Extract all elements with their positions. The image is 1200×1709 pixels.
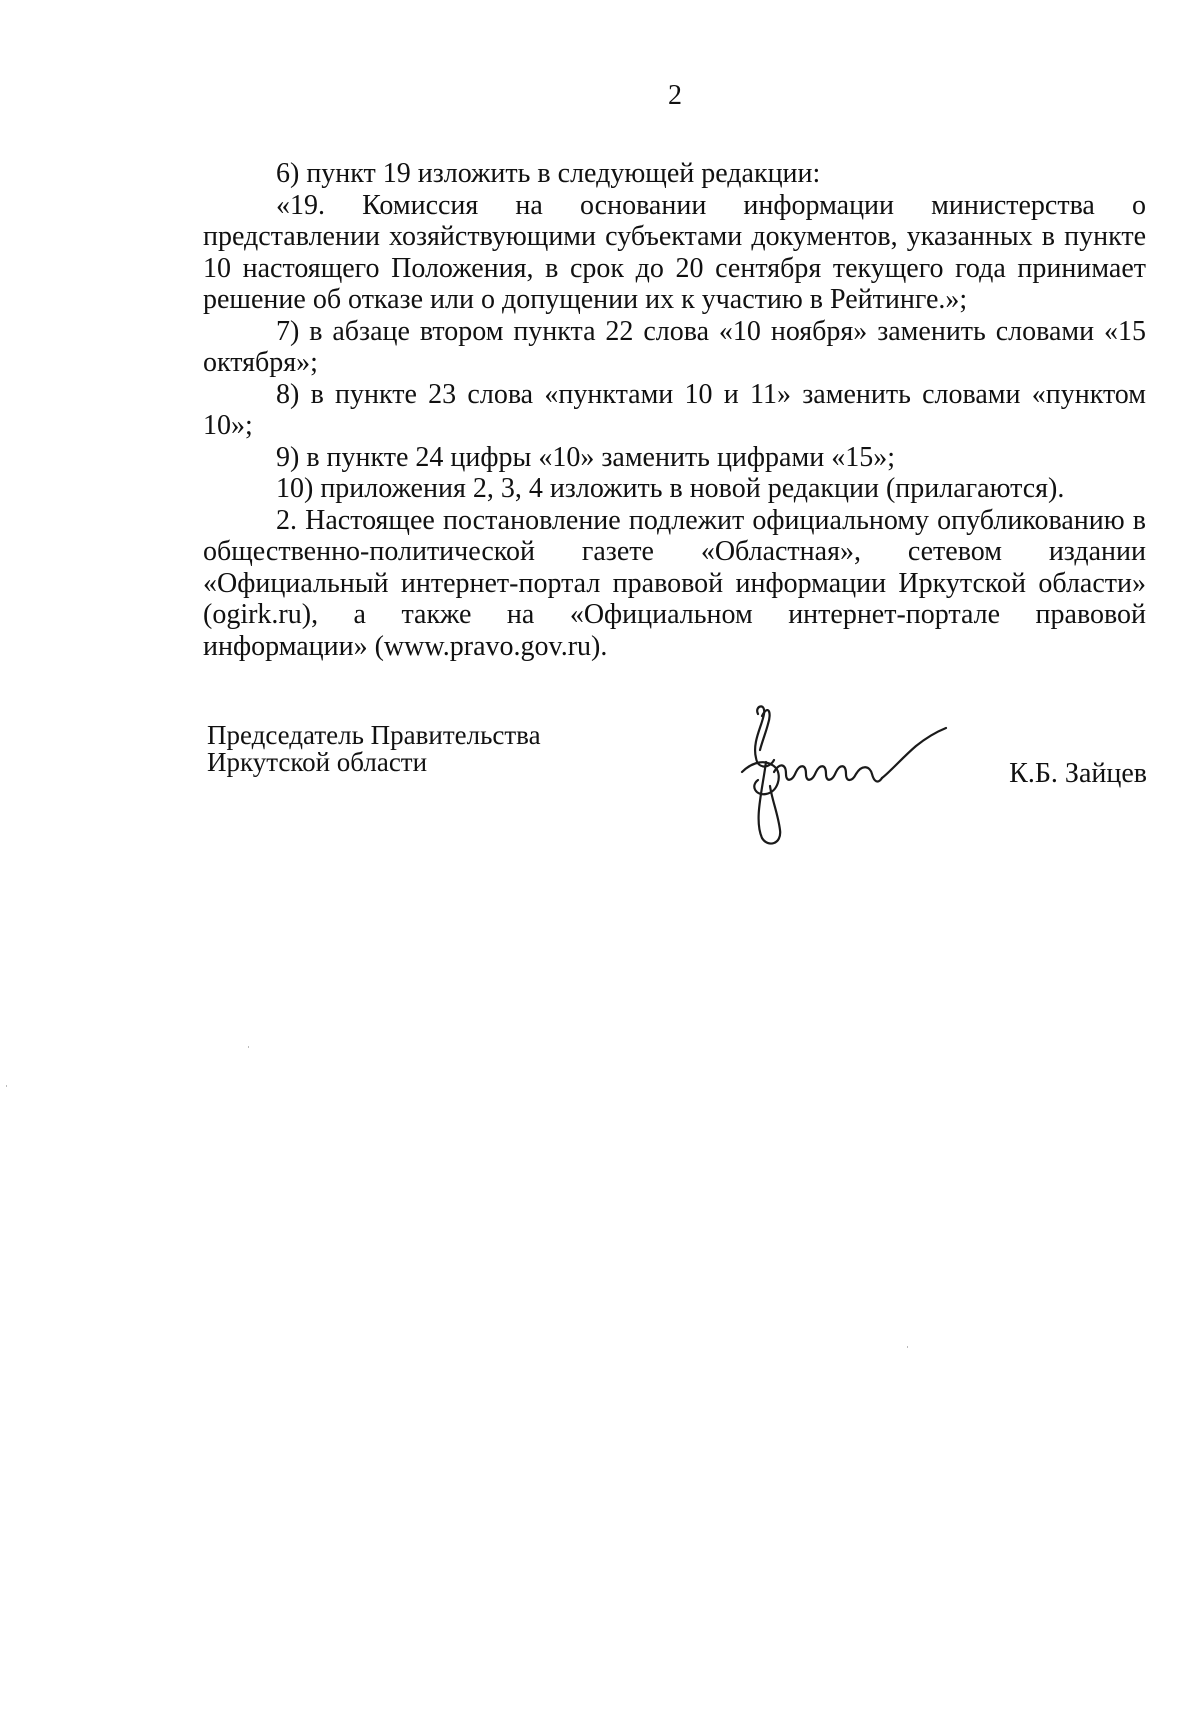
scan-speck xyxy=(907,1346,908,1348)
paragraph-publication: 2. Настоящее постановление подлежит официальному опубликованию в общественно-политической газете «Областная», сетевом издании «Официальный интернет-портал правовой информации Иркутской области» (ogirk.ru), а также на «Официальном интернет-портале правовой информации» (www.pravo.gov.ru). xyxy=(203,504,1146,662)
document-body xyxy=(203,158,1146,662)
paragraph-item-6: 6) пункт 19 изложить в следующей редакции: xyxy=(276,158,821,189)
scan-speck xyxy=(6,1085,7,1087)
signer-name: К.Б. Зайцев xyxy=(1009,758,1147,789)
signer-position-line-1: Председатель Правительства xyxy=(207,720,541,750)
handwritten-signature-image xyxy=(722,702,962,847)
paragraph-item-10: 10) приложения 2, 3, 4 изложить в новой редакции (прилагаются). xyxy=(276,473,1065,504)
paragraph-item-8: 8) в пункте 23 слова «пунктами 10 и 11» заменить словами «пунктом 10»; xyxy=(203,378,1146,441)
signature-block xyxy=(207,722,1147,862)
scan-speck xyxy=(248,1046,249,1048)
paragraph-item-7: 7) в абзаце втором пункта 22 слова «10 ноября» заменить словами «15 октября»; xyxy=(203,315,1146,378)
page-number: 2 xyxy=(668,80,682,111)
signer-position xyxy=(207,722,541,776)
signer-position-line-2: Иркутской области xyxy=(207,747,428,777)
paragraph-quoted-item-19: «19. Комиссия на основании информации министерства о представлении хозяйствующими субъектами документов, указанных в пункте 10 настоящего Положения, в срок до 20 сентября текущего года принимает решение об отказе или о допущении их к участию в Рейтинге.»; xyxy=(203,189,1146,315)
paragraph-item-9: 9) в пункте 24 цифры «10» заменить цифрами «15»; xyxy=(276,441,895,473)
